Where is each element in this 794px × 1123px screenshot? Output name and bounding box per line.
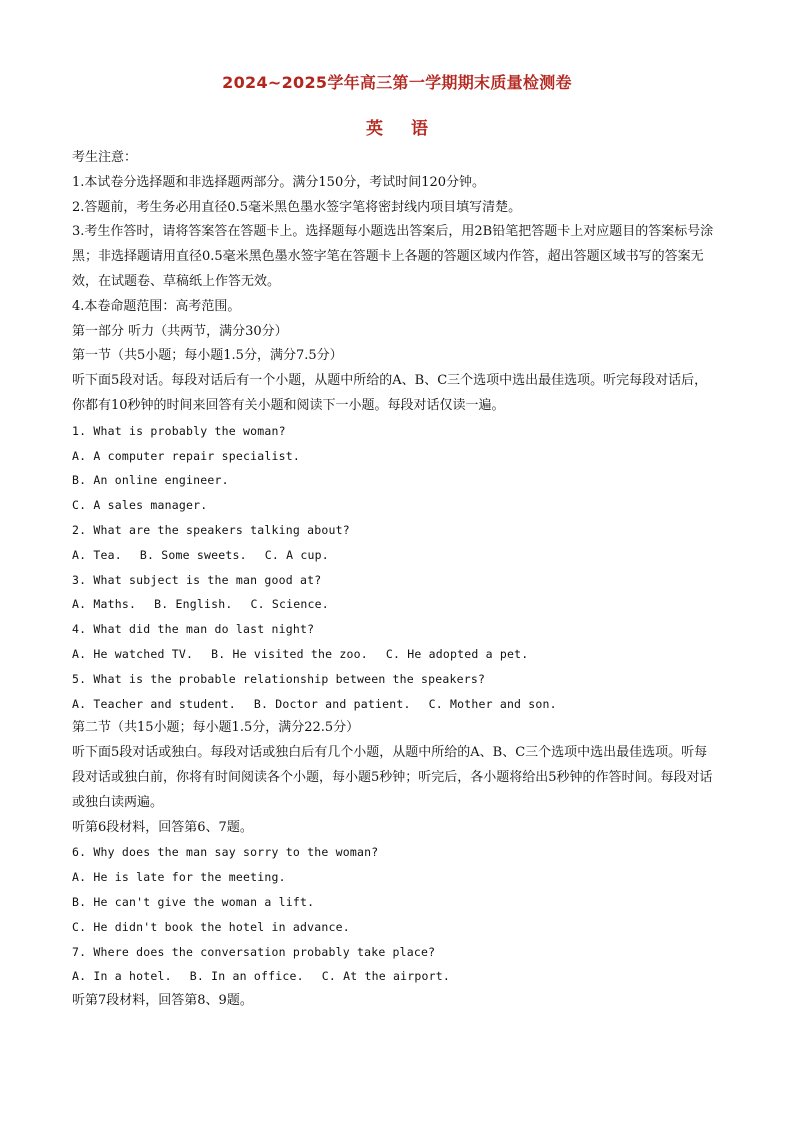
option: B. He visited the zoo. [211, 646, 368, 661]
section1-heading: 第一节（共5小题；每小题1.5分，满分7.5分） [72, 348, 343, 364]
material-note: 听第7段材料，回答第8、9题。 [72, 993, 253, 1009]
subject-char-2: 语 [411, 119, 428, 139]
option: A. A computer repair specialist. [72, 448, 300, 463]
option: B. English. [154, 597, 233, 612]
option: A. He is late for the meeting. [72, 870, 286, 885]
option: C. A sales manager. [72, 498, 208, 513]
option: C. He didn't book the hotel in advance. [72, 919, 350, 934]
subject-char-1: 英 [366, 119, 383, 139]
section2-heading: 第二节（共15小题；每小题1.5分，满分22.5分） [72, 720, 360, 736]
question-stem: 4. What did the man do last night? [72, 622, 315, 637]
option: A. Tea. [72, 547, 122, 562]
options-row [72, 964, 720, 989]
notice-heading: 考生注意： [72, 150, 138, 165]
part1-heading: 第一部分 听力（共两节，满分30分） [72, 323, 288, 339]
question-stem: 1. What is probably the woman? [72, 423, 286, 438]
options-row [72, 543, 720, 568]
option: C. Mother and son. [428, 696, 557, 711]
option: C. Science. [250, 597, 329, 612]
option: A. Maths. [72, 597, 137, 612]
option: B. Some sweets. [139, 547, 247, 562]
exam-content [72, 146, 720, 1014]
question-stem: 6. Why does the man say sorry to the woman? [72, 845, 379, 860]
question-stem: 7. Where does the conversation probably take place? [72, 944, 436, 959]
option: A. Teacher and student. [72, 696, 236, 711]
section2-instruction: 听下面5段对话或独白。每段对话或独白后有几个小题，从题中所给的A、B、C三个选项中选出最佳选项。听每段对话或独白前，你将有时间阅读各个小题，每小题5秒钟；听完后，各小题将给出5秒钟的作答时间。每段对话或独白读两遍。 [72, 745, 713, 810]
option: B. An online engineer. [72, 473, 229, 488]
notice-item: 4.本卷命题范围：高考范围。 [72, 298, 241, 314]
material-note: 听第6段材料，回答第6、7题。 [72, 819, 253, 835]
option: B. He can't give the woman a lift. [72, 894, 315, 909]
notice-item: 1.本试卷分选择题和非选择题两部分。满分150分，考试时间120分钟。 [72, 174, 486, 190]
exam-title: 2024~2025学年高三第一学期期末质量检测卷 [222, 73, 572, 92]
options-row [72, 592, 720, 617]
notice-item: 3.考生作答时，请将答案答在答题卡上。选择题每小题选出答案后，用2B铅笔把答题卡上对应题目的答案标号涂黑；非选择题请用直径0.5毫米黑色墨水签字笔在答题卡上各题的答题区域内作答，超出答题区域书写的答案无效，在试题卷、草稿纸上作答无效。 [72, 224, 714, 289]
options-row [72, 692, 720, 717]
question-stem: 5. What is the probable relationship between the speakers? [72, 671, 486, 686]
option: C. A cup. [264, 547, 329, 562]
question-stem: 2. What are the speakers talking about? [72, 522, 350, 537]
option: C. He adopted a pet. [385, 646, 529, 661]
subject-title [0, 114, 794, 139]
notice-item: 2.答题前，考生务必用直径0.5毫米黑色墨水签字笔将密封线内项目填写清楚。 [72, 199, 522, 215]
option: C. At the airport. [321, 969, 450, 984]
option: A. He watched TV. [72, 646, 194, 661]
section1-instruction: 听下面5段对话。每段对话后有一个小题，从题中所给的A、B、C三个选项中选出最佳选项。听完每段对话后，你都有10秒钟的时间来回答有关小题和阅读下一小题。每段对话仅读一遍。 [72, 373, 708, 413]
options-row [72, 642, 720, 667]
question-stem: 3. What subject is the man good at? [72, 572, 322, 587]
option: B. Doctor and patient. [253, 696, 411, 711]
option: A. In a hotel. [72, 969, 172, 984]
option: B. In an office. [189, 969, 304, 984]
